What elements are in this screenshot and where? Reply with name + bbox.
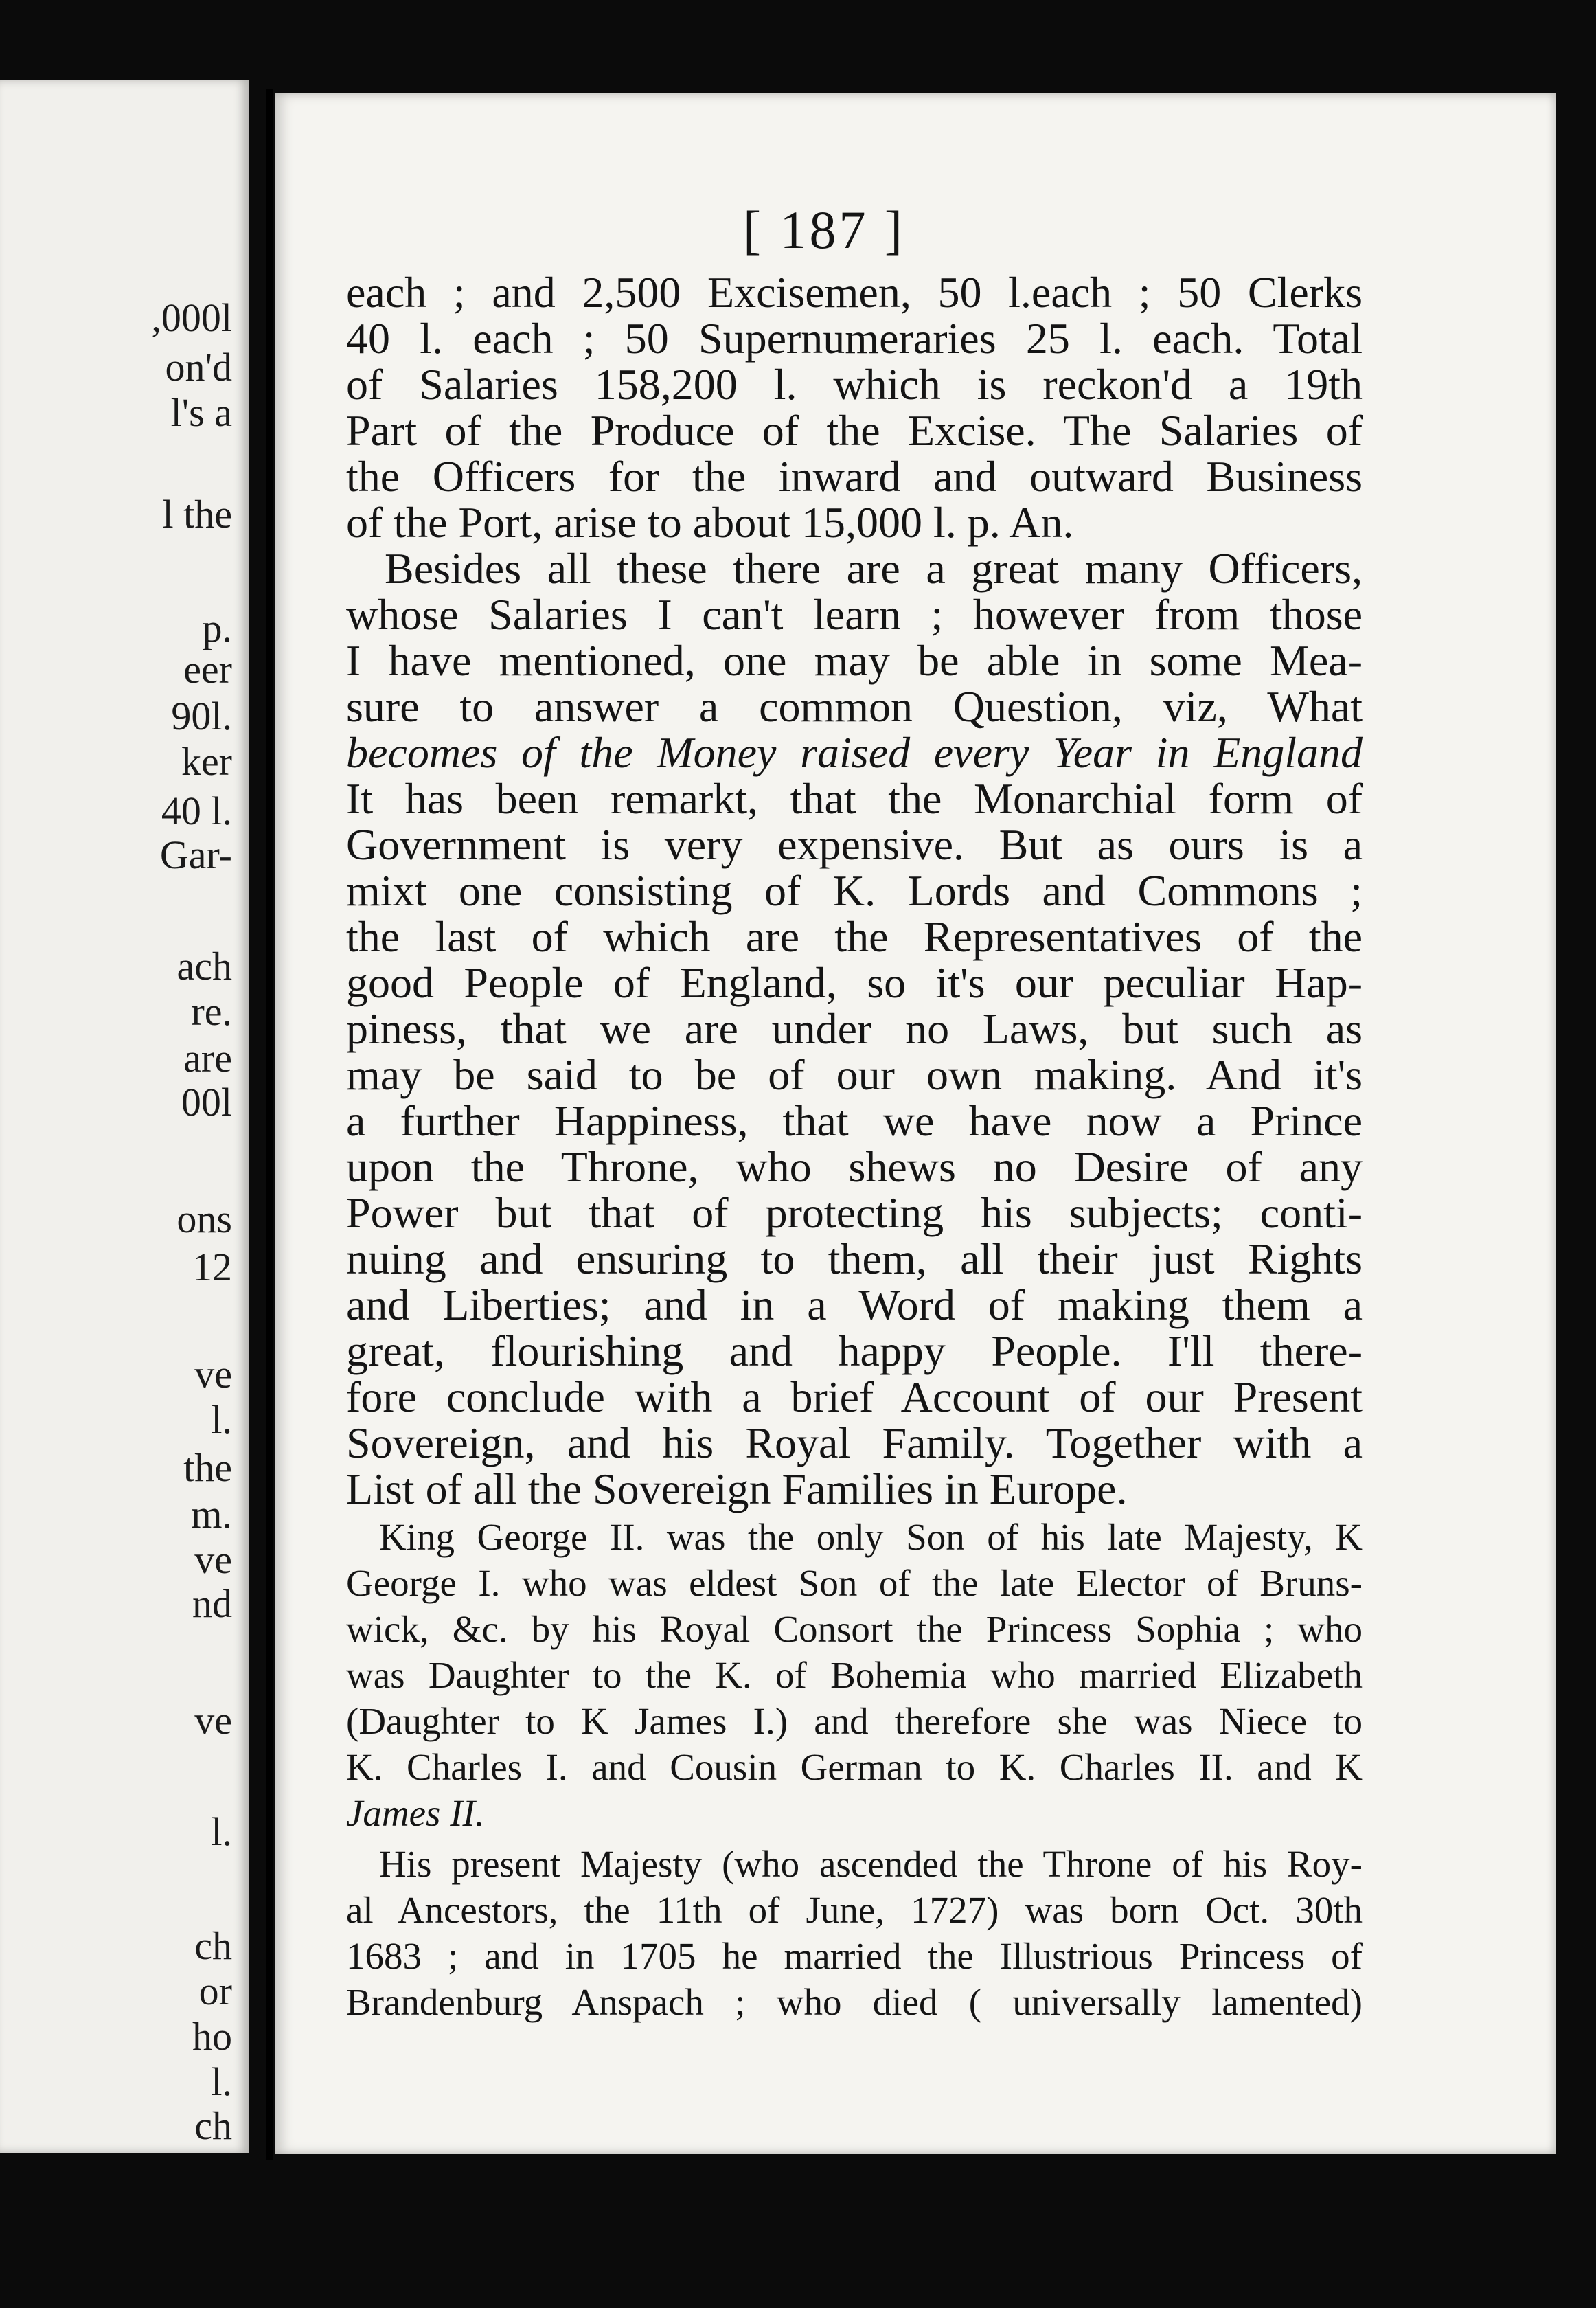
margin-fragment: Gar- (159, 833, 232, 877)
margin-fragment: nd (192, 1581, 232, 1626)
text-line: becomes of the Money raised every Year in England (346, 728, 1363, 777)
margin-fragment: p. (202, 606, 232, 650)
margin-fragment: are (183, 1036, 232, 1081)
text-line: K. Charles I. and Cousin German to K. Charles II. and K (346, 1746, 1363, 1788)
text-line: Sovereign, and his Royal Family. Together with a (346, 1418, 1363, 1467)
text-line: each ; and 2,500 Excisemen, 50 l.each ; 50 Clerks (346, 268, 1363, 317)
margin-fragment: ach (176, 944, 232, 988)
page-number: [ 187 ] (743, 200, 905, 260)
text-line: the last of which are the Representatives of the (346, 912, 1363, 961)
text-line: James II. (346, 1792, 485, 1834)
margin-fragment: ho (192, 2014, 232, 2059)
text-line: al Ancestors, the 11th of June, 1727) was born Oct. 30th (346, 1889, 1363, 1931)
margin-fragment: m. (191, 1492, 232, 1537)
margin-fragment: 40 l. (161, 789, 232, 833)
margin-fragment: l's a (170, 390, 232, 435)
margin-fragment: l the (162, 492, 232, 536)
margin-fragment: l. (211, 1809, 232, 1854)
text-line: It has been remarkt, that the Monarchial form of (346, 774, 1363, 823)
text-line: mixt one consisting of K. Lords and Commons ; (346, 866, 1363, 915)
text-line: and Liberties; and in a Word of making them a (346, 1280, 1363, 1329)
text-line: piness, that we are under no Laws, but such as (346, 1004, 1363, 1053)
text-line: wick, &c. by his Royal Consort the Princess Sophia ; who (346, 1608, 1363, 1650)
margin-fragment: ,000l (151, 295, 232, 340)
text-line: Besides all these there are a great many Officers, (385, 544, 1363, 593)
margin-fragment: re. (191, 989, 232, 1034)
text-line: nuing and ensuring to them, all their just Rights (346, 1234, 1363, 1283)
text-line: George I. who was eldest Son of the late Elector of Bruns- (346, 1562, 1363, 1604)
margin-fragment: the (183, 1445, 232, 1490)
margin-fragment: ve (194, 1537, 232, 1582)
text-line: Government is very expensive. But as ours is a (346, 820, 1363, 869)
text-line: whose Salaries I can't learn ; however from those (346, 590, 1363, 639)
text-line: Part of the Produce of the Excise. The Salaries of (346, 406, 1363, 455)
binding-gutter (266, 89, 273, 2160)
text-line: sure to answer a common Question, viz, What (346, 682, 1363, 731)
margin-fragment: ch (194, 2103, 232, 2148)
margin-fragment: 12 (192, 1245, 232, 1289)
text-line: 1683 ; and in 1705 he married the Illustrious Princess of (346, 1935, 1363, 1977)
text-line: His present Majesty (who ascended the Throne of his Roy- (379, 1843, 1363, 1885)
text-line: King George II. was the only Son of his late Majesty, K (379, 1516, 1363, 1558)
margin-fragment: ch (194, 1923, 232, 1968)
text-line: of the Port, arise to about 15,000 l. p. An. (346, 498, 1074, 547)
text-line: a further Happiness, that we have now a Prince (346, 1096, 1363, 1145)
margin-fragment: ons (176, 1197, 232, 1241)
text-line: great, flourishing and happy People. I'll there- (346, 1326, 1363, 1375)
text-line: Brandenburg Anspach ; who died ( universally lamented) (346, 1981, 1363, 2023)
margin-fragment: ker (181, 739, 232, 784)
margin-fragment: ve (194, 1698, 232, 1743)
text-line: (Daughter to K James I.) and therefore she was Niece to (346, 1700, 1363, 1742)
margin-fragment: l. (211, 2059, 232, 2104)
text-line: fore conclude with a brief Account of our Present (346, 1372, 1363, 1421)
text-line: good People of England, so it's our peculiar Hap- (346, 958, 1363, 1007)
text-line: of Salaries 158,200 l. which is reckon'd a 19th (346, 360, 1363, 409)
text-line: List of all the Sovereign Families in Europe. (346, 1464, 1128, 1513)
text-line: 40 l. each ; 50 Supernumeraries 25 l. each. Total (346, 314, 1363, 363)
margin-fragment: ve (194, 1352, 232, 1396)
text-line: I have mentioned, one may be able in some Mea- (346, 636, 1363, 685)
text-line: may be said to be of our own making. And it's (346, 1050, 1363, 1099)
margin-fragment: l. (211, 1397, 232, 1442)
text-line: was Daughter to the K. of Bohemia who married Elizabeth (346, 1654, 1363, 1696)
margin-fragment: eer (183, 647, 232, 692)
text-line: upon the Throne, who shews no Desire of any (346, 1142, 1363, 1191)
text-line: Power but that of protecting his subjects; conti- (346, 1188, 1363, 1237)
margin-fragment: or (198, 1969, 232, 2013)
text-line: the Officers for the inward and outward Business (346, 452, 1363, 501)
margin-fragment: 00l (181, 1080, 232, 1124)
margin-fragment: 90l. (171, 694, 232, 738)
margin-fragment: on'd (165, 345, 232, 389)
previous-page-margin (0, 80, 249, 2153)
